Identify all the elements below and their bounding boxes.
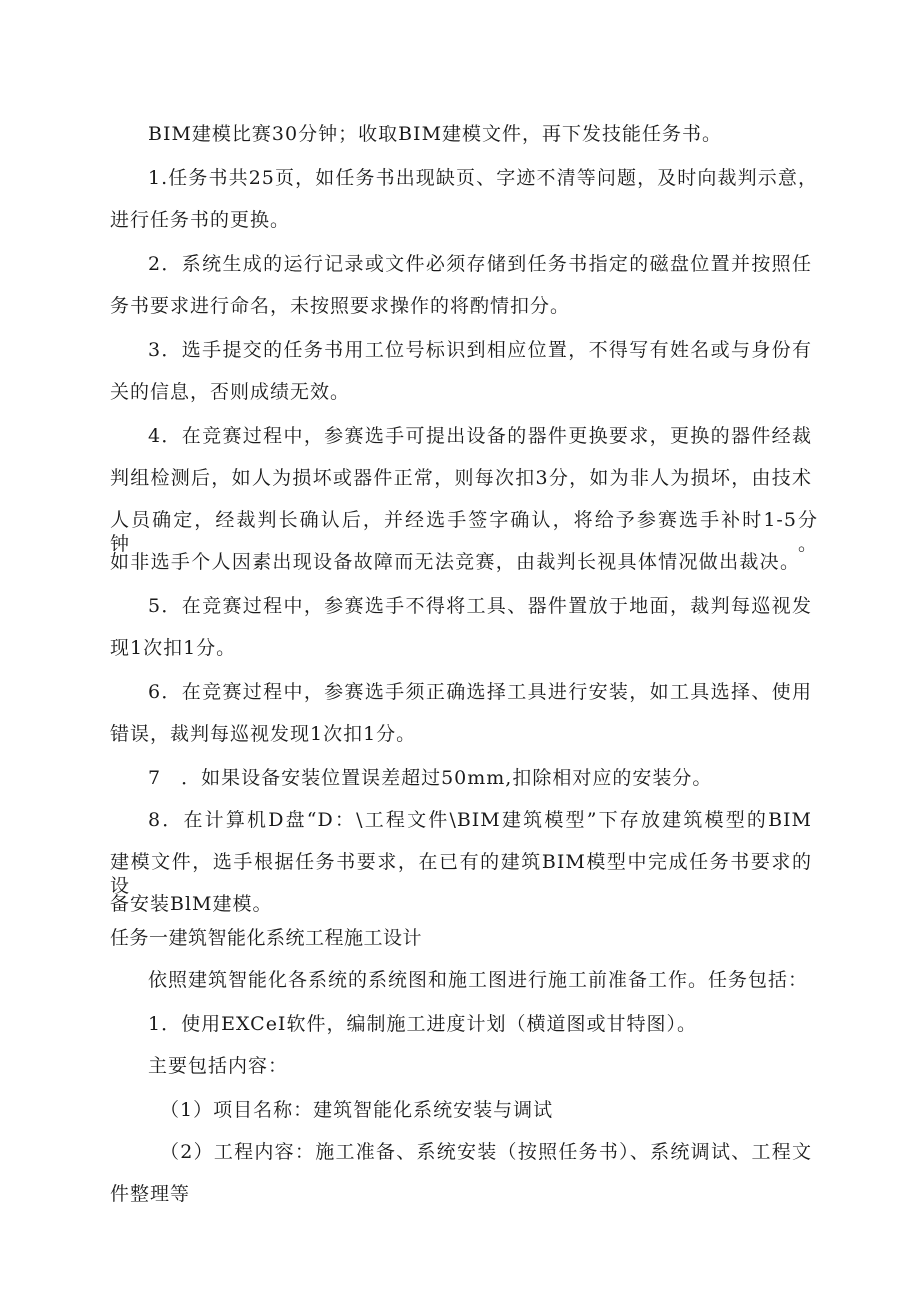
rule-4-line-1: 4．在竞赛过程中，参赛选手可提出设备的器件更换要求，更换的器件经裁	[148, 425, 812, 447]
content-item-2-line-1: （2）工程内容：施工准备、系统安装（按照任务书）、系统调试、工程文	[160, 1141, 812, 1163]
rule-5-line-2: 现1次扣1分。	[110, 637, 237, 659]
task-item-1: 1．使用EXCeI软件，编制施工进度计划（横道图或甘特图）。	[148, 1013, 697, 1035]
rule-5-line-1: 5．在竞赛过程中，参赛选手不得将工具、器件置放于地面，裁判每巡视发	[148, 595, 812, 617]
rule-3-line-1: 3．选手提交的任务书用工位号标识到相应位置，不得写有姓名或与身份有	[148, 339, 812, 361]
main-content-label: 主要包括内容：	[148, 1055, 289, 1077]
rule-2-line-2: 务书要求进行命名，未按照要求操作的将酌情扣分。	[110, 295, 571, 317]
rule-8-line-2: 建模文件，选手根据任务书要求，在已有的建筑BIM模型中完成任务书要求的设	[110, 851, 812, 897]
rule-8-line-1: 8．在计算机D盘“D：\工程文件\BIM建筑模型”下存放建筑模型的BIM	[148, 809, 812, 831]
rule-1-line-1: 1.任务书共25页，如任务书出现缺页、字迹不清等问题，及时向裁判示意，	[148, 167, 818, 189]
rule-4-line-2: 判组检测后，如人为损坏或器件正常，则每次扣3分，如为非人为损坏，由技术	[110, 467, 812, 489]
intro-paragraph: BIM建模比赛30分钟；收取BIM建模文件，再下发技能任务书。	[148, 123, 723, 145]
rule-1-line-2: 进行任务书的更换。	[110, 209, 291, 231]
content-item-2-line-2: 件整理等	[110, 1183, 191, 1205]
rule-4-line-4: 如非选手个人因素出现设备故障而无法竞赛，由裁判长视具体情况做出裁决。	[110, 551, 800, 573]
rule-3-line-2: 关的信息，否则成绩无效。	[110, 381, 351, 403]
rule-4-line-3: 人员确定，经裁判长确认后，并经选手签字确认，将给予参赛选手补时1-5分钟。	[110, 509, 818, 555]
content-item-1: （1）项目名称：建筑智能化系统安装与调试	[160, 1099, 554, 1121]
rule-6-line-1: 6．在竞赛过程中，参赛选手须正确选择工具进行安装，如工具选择、使用	[148, 681, 812, 703]
rule-8-line-3: 备安装BlM建模。	[110, 893, 273, 915]
rule-6-line-2: 错误，裁判每巡视发现1次扣1分。	[110, 723, 417, 745]
rule-2-line-1: 2．系统生成的运行记录或文件必须存储到任务书指定的磁盘位置并按照任	[148, 253, 812, 275]
rule-7-line-1: 7 ．如果设备安装位置误差超过50mm,扣除相对应的安装分。	[148, 767, 713, 789]
task-heading: 任务一建筑智能化系统工程施工设计	[110, 927, 423, 949]
task-intro: 依照建筑智能化各系统的系统图和施工图进行施工前准备工作。任务包括：	[148, 969, 809, 991]
